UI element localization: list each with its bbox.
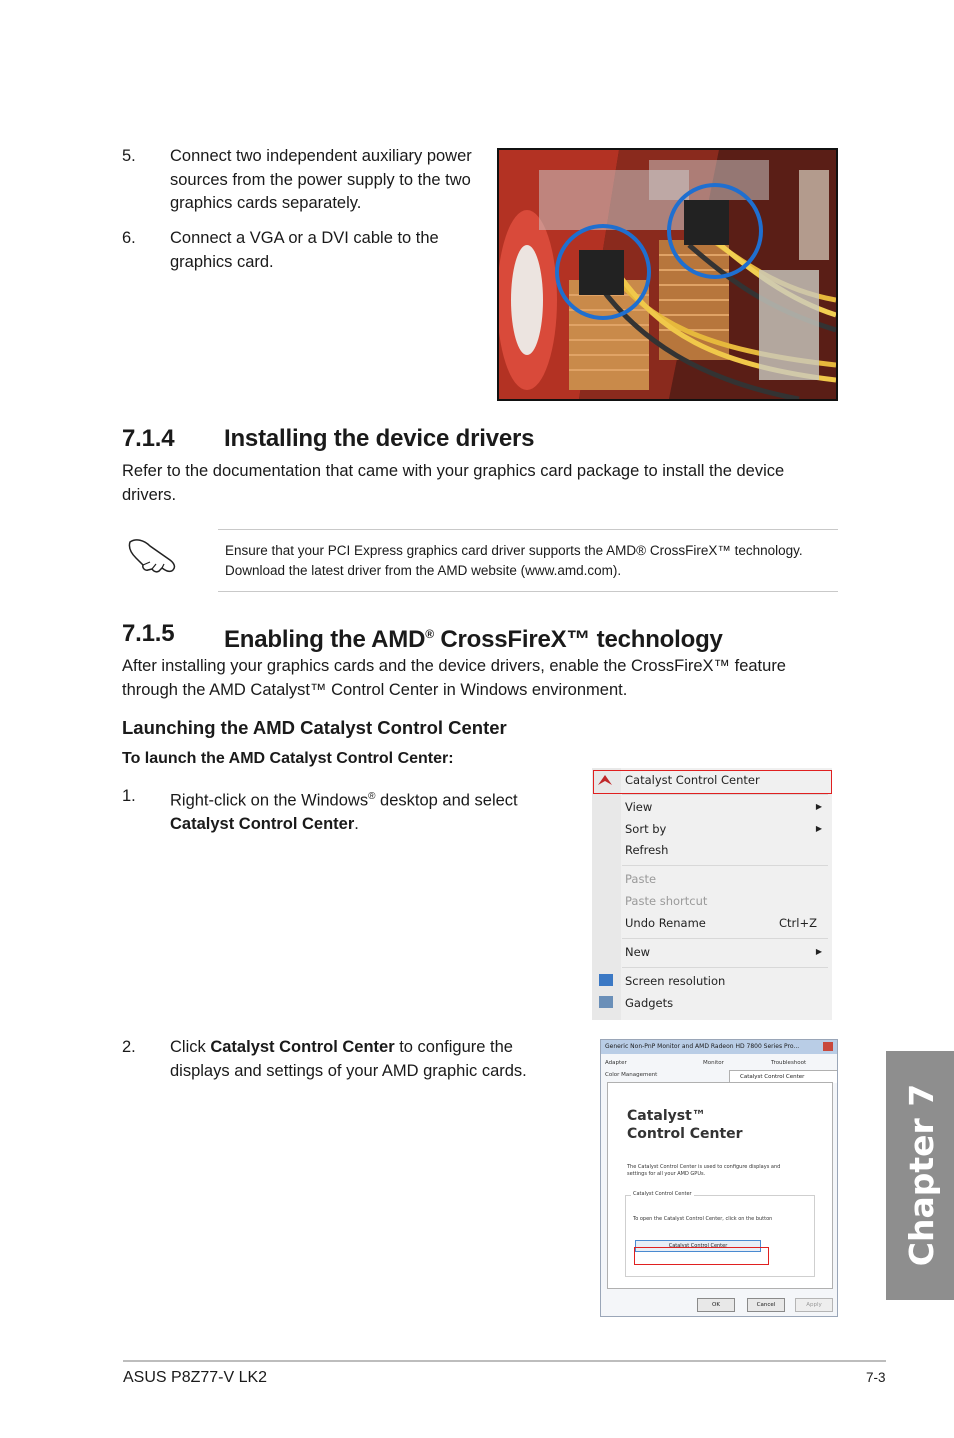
- section-title-part: CrossFireX™ technology: [433, 626, 723, 653]
- menu-item-view[interactable]: View: [625, 800, 653, 814]
- step-6-number: 6.: [122, 229, 136, 247]
- red-highlight-box: [634, 1247, 769, 1265]
- menu-item-paste: Paste: [625, 872, 657, 886]
- desktop-context-menu-screenshot: [592, 768, 832, 1020]
- group-label: Catalyst Control Center: [633, 1191, 692, 1197]
- step-text-part: desktop and select: [375, 791, 518, 810]
- section-title: [224, 620, 723, 654]
- registered-mark: ®: [425, 627, 434, 641]
- dialog-title-bar: Generic Non-PnP Monitor and AMD Radeon HD 7800 Series Pro...: [601, 1040, 838, 1054]
- chapter-tab-label: Chapter 7: [902, 1083, 941, 1267]
- menu-item-catalyst-control-center[interactable]: Catalyst Control Center: [625, 773, 760, 787]
- menu-item-undo-rename[interactable]: Undo Rename: [625, 916, 706, 930]
- tab-troubleshoot[interactable]: Troubleshoot: [771, 1060, 807, 1066]
- section-7-1-5-body: After installing your graphics cards and the device drivers, enable the CrossFireX™ feature through the AMD Catalyst™ Control Center in Windows environment.: [122, 657, 786, 699]
- step-text-part: Right-click on the Windows: [170, 791, 369, 810]
- section-number: 7.1.4: [122, 425, 175, 452]
- submenu-arrow-icon: ▶: [815, 824, 822, 833]
- graphics-card-power-photo: [497, 148, 838, 401]
- step-text-part: to configure the displays and settings of your AMD graphic cards.: [170, 1038, 527, 1080]
- screen-resolution-icon: [599, 974, 613, 986]
- step-emphasis: Catalyst Control Center: [170, 815, 355, 833]
- menu-shortcut-text: Ctrl+Z: [779, 916, 817, 930]
- submenu-arrow-icon: ▶: [815, 802, 822, 811]
- step-5-text: Connect two independent auxiliary power sources from the power supply to the two graphics cards separately.: [170, 147, 472, 212]
- note-text: Ensure that your PCI Express graphics card driver supports the AMD® CrossFireX™ technology. Download the latest driver from the AMD website (www.amd.com).: [225, 543, 803, 578]
- catalyst-description: The Catalyst Control Center is used to configure displays and settings for all your AMD GPUs.: [627, 1164, 781, 1177]
- chapter-tab: [886, 1051, 954, 1300]
- menu-item-sort-by[interactable]: Sort by: [625, 822, 667, 836]
- menu-item-new[interactable]: New: [625, 945, 651, 959]
- menu-item-refresh[interactable]: Refresh: [625, 843, 669, 857]
- step-emphasis: Catalyst Control Center: [210, 1038, 395, 1056]
- menu-item-screen-resolution[interactable]: Screen resolution: [625, 974, 726, 988]
- step-1-text: [170, 785, 570, 837]
- menu-separator: [622, 938, 828, 939]
- close-icon[interactable]: [823, 1042, 833, 1051]
- catalyst-dialog-screenshot: [600, 1039, 838, 1317]
- step-6-text: Connect a VGA or a DVI cable to the graphics card.: [170, 229, 439, 271]
- section-number: 7.1.5: [122, 620, 175, 647]
- menu-separator: [622, 865, 828, 866]
- submenu-arrow-icon: ▶: [815, 947, 822, 956]
- menu-item-gadgets[interactable]: Gadgets: [625, 996, 674, 1010]
- step-5-number: 5.: [122, 147, 136, 165]
- gadgets-icon: [599, 996, 613, 1008]
- menu-separator: [622, 967, 828, 968]
- footer-rule: [123, 1360, 886, 1362]
- apply-button[interactable]: Apply: [795, 1298, 833, 1312]
- red-highlight-box: [593, 770, 832, 794]
- section-title-part: Enabling the AMD: [224, 626, 426, 653]
- ok-button[interactable]: OK: [697, 1298, 735, 1312]
- registered-mark: ®: [368, 791, 376, 802]
- catalyst-control-center-button[interactable]: Catalyst Control Center: [635, 1240, 761, 1252]
- footer-product-name: ASUS P8Z77-V LK2: [123, 1369, 268, 1386]
- section-title: Installing the device drivers: [224, 425, 535, 452]
- menu-item-paste-shortcut: Paste shortcut: [625, 894, 708, 908]
- group-text: To open the Catalyst Control Center, click on the button: [633, 1216, 773, 1222]
- step-text-part: .: [354, 815, 359, 833]
- step-2-number: 2.: [122, 1038, 136, 1056]
- tab-catalyst-control-center[interactable]: Catalyst Control Center: [729, 1070, 838, 1083]
- footer-page-number: 7-3: [866, 1370, 886, 1385]
- hand-pointing-icon: [126, 532, 180, 576]
- menu-separator: [622, 794, 828, 795]
- note-box: [218, 529, 838, 592]
- step-text-part: Click: [170, 1038, 211, 1056]
- cancel-button[interactable]: Cancel: [747, 1298, 785, 1312]
- section-7-1-4-body: Refer to the documentation that came with your graphics card package to install the device drivers.: [122, 462, 785, 504]
- step-1-number: 1.: [122, 787, 136, 805]
- subheading: Launching the AMD Catalyst Control Center: [122, 717, 507, 738]
- tab-adapter[interactable]: Adapter: [605, 1060, 627, 1066]
- catalyst-logo-line1: Catalyst™: [627, 1108, 706, 1124]
- step-2-text: [170, 1036, 570, 1083]
- tab-color-management[interactable]: Color Management: [605, 1072, 658, 1078]
- catalyst-logo-line2: Control Center: [627, 1126, 743, 1142]
- tab-monitor[interactable]: Monitor: [703, 1060, 724, 1066]
- procedure-title: To launch the AMD Catalyst Control Center:: [122, 750, 454, 767]
